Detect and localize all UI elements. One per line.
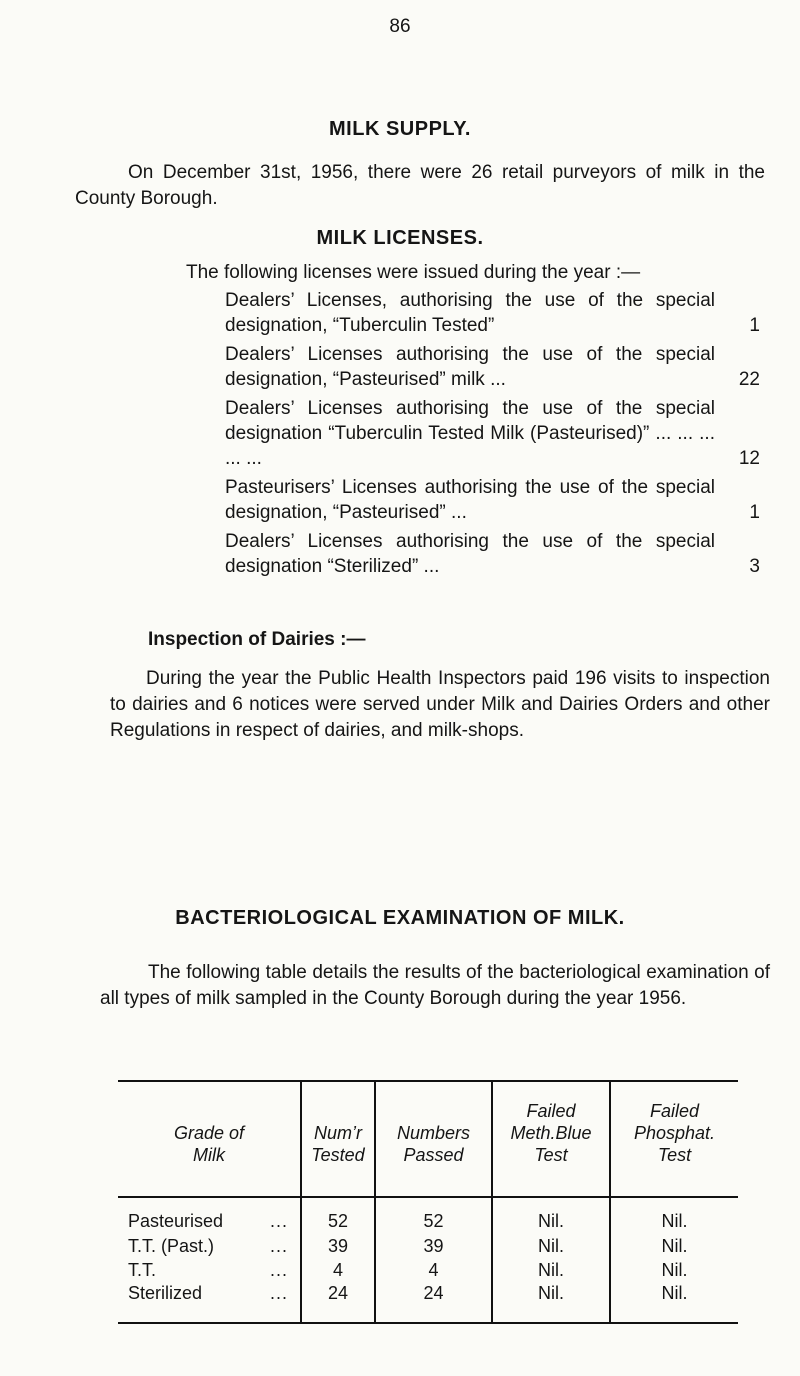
phosphatase-result-cell: Nil. — [661, 1283, 688, 1303]
license-item — [225, 529, 770, 579]
table-top-border — [118, 1080, 738, 1082]
leader-dots: ... — [270, 1211, 289, 1231]
methylene-result-cell: Nil. — [538, 1236, 564, 1256]
license-description: Dealers’ Licenses authorising the use of the special designation “Tuberculin Tested Milk (Pasteurised)” ... ... ... ... ... — [225, 398, 715, 469]
page-number: 86 — [389, 16, 411, 37]
license-item — [225, 288, 770, 338]
license-item — [225, 342, 770, 392]
bacteriological-heading: BACTERIOLOGICAL EXAMINATION OF MILK. — [175, 907, 625, 929]
license-description: Dealers’ Licenses authorising the use of the special designation, “Pasteurised” milk ... — [225, 344, 715, 390]
grade-label: Pasteurised — [128, 1211, 224, 1231]
table-header-divider — [118, 1196, 738, 1198]
methylene-result-cell: Nil. — [538, 1260, 564, 1280]
license-count: 22 — [738, 369, 760, 390]
inspection-paragraph: During the year the Public Health Inspectors paid 196 visits to inspection to dairies and 6 notices were served under Milk and Dairies Orders and other Regulations in respect of dairies, and milk-shops. — [110, 668, 770, 741]
grade-cell — [128, 1259, 300, 1281]
grade-cell — [128, 1282, 300, 1304]
tested-cell: 39 — [327, 1236, 349, 1256]
methylene-result-cell: Nil. — [538, 1283, 564, 1303]
milk-results-table — [118, 1080, 738, 1324]
phosphatase-result-cell: Nil. — [661, 1236, 688, 1256]
license-count: 12 — [738, 448, 760, 469]
grade-label: Sterilized — [128, 1283, 203, 1303]
license-count: 3 — [749, 556, 760, 577]
leader-dots: ... — [270, 1260, 289, 1280]
license-description: Dealers’ Licenses authorising the use of the special designation “Sterilized” ... — [225, 531, 715, 577]
passed-column-header: Numbers Passed — [396, 1123, 471, 1165]
table-bottom-border — [118, 1322, 738, 1324]
phosphatase-result-cell: Nil. — [661, 1211, 688, 1231]
milk-licenses-heading: MILK LICENSES. — [316, 227, 484, 249]
grade-column-header: Grade of Milk — [173, 1123, 245, 1165]
license-description: Pasteurisers’ Licenses authorising the use of the special designation, “Pasteurised” ... — [225, 477, 715, 523]
tested-cell: 4 — [332, 1260, 343, 1280]
passed-cell: 39 — [423, 1236, 444, 1256]
license-item — [225, 396, 770, 471]
leader-dots: ... — [270, 1283, 289, 1303]
phosphatase-column-header: Failed Phosphat. Test — [633, 1101, 716, 1165]
tested-column-header: Num’r Tested — [311, 1123, 365, 1165]
bacteriological-paragraph: The following table details the results of the bacteriological examination of all types of milk sampled in the County Borough during the year 1956. — [100, 962, 770, 1009]
grade-cell — [128, 1210, 300, 1232]
licenses-list — [225, 288, 770, 583]
passed-cell: 4 — [428, 1260, 439, 1280]
license-count: 1 — [749, 502, 760, 523]
license-count: 1 — [749, 315, 760, 336]
license-item — [225, 475, 770, 525]
methylene-column-header: Failed Meth.Blue Test — [510, 1101, 592, 1165]
passed-cell: 52 — [423, 1211, 444, 1231]
grade-cell — [128, 1235, 300, 1257]
passed-cell: 24 — [423, 1283, 444, 1303]
grade-label: T.T. — [128, 1260, 157, 1280]
methylene-result-cell: Nil. — [538, 1211, 564, 1231]
leader-dots: ... — [270, 1236, 289, 1256]
tested-cell: 24 — [327, 1283, 349, 1303]
licenses-intro: The following licenses were issued during the year :— — [186, 262, 641, 283]
tested-cell: 52 — [327, 1211, 349, 1231]
milk-supply-heading: MILK SUPPLY. — [329, 118, 471, 140]
milk-supply-paragraph: On December 31st, 1956, there were 26 retail purveyors of milk in the County Borough. — [75, 162, 765, 209]
grade-label: T.T. (Past.) — [128, 1236, 215, 1256]
phosphatase-result-cell: Nil. — [661, 1260, 688, 1280]
inspection-heading: Inspection of Dairies :— — [148, 629, 366, 650]
license-description: Dealers’ Licenses, authorising the use of the special designation, “Tuberculin Tested” — [225, 290, 715, 336]
